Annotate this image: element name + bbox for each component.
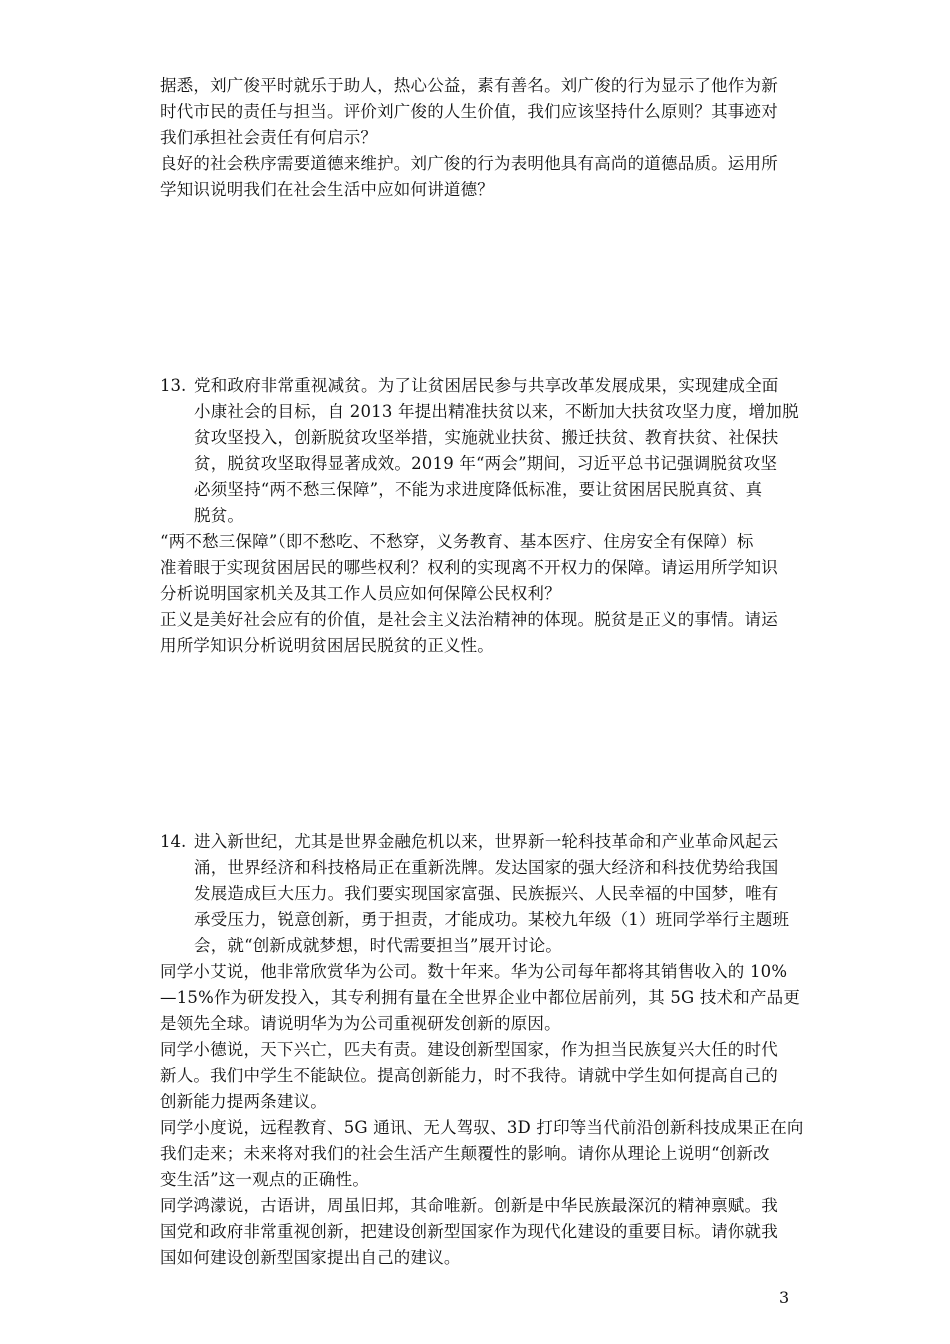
q14-sub1-line-3: 是领先全球。请说明华为为公司重视研发创新的原因。: [160, 1014, 561, 1033]
q13-sub1-line-1: “两不愁三保障”（即不愁吃、不愁穿，义务教育、基本医疗、住房安全有保障）标: [160, 532, 754, 551]
q14-stem-line-2: 涌，世界经济和科技格局正在重新洗牌。发达国家的强大经济和科技优势给我国: [194, 858, 779, 877]
q14-sub1-line-2: —15%作为研发投入，其专利拥有量在全世界企业中都位居前列，其 5G 技术和产品更: [160, 988, 801, 1007]
q13-sub2-line-2: 用所学知识分析说明贫困居民脱贫的正义性。: [160, 636, 494, 655]
q14-stem-line-3: 发展造成巨大压力。我们要实现国家富强、民族振兴、人民幸福的中国梦，唯有: [194, 884, 779, 903]
q12-p1-line-2: 时代市民的责任与担当。评价刘广俊的人生价值，我们应该坚持什么原则？其事迹对: [160, 102, 778, 121]
q14-sub3-line-3: 变生活”这一观点的正确性。: [160, 1170, 370, 1189]
q13-sub1-line-2: 准着眼于实现贫困居民的哪些权利？权利的实现离不开权力的保障。请运用所学知识: [160, 558, 778, 577]
q13-sub1-line-3: 分析说明国家机关及其工作人员应如何保障公民权利？: [160, 584, 561, 603]
q14-sub3-line-2: 我们走来；未来将对我们的社会生活产生颠覆性的影响。请你从理论上说明“创新改: [160, 1144, 770, 1163]
q14-stem-line-1: 进入新世纪，尤其是世界金融危机以来，世界新一轮科技革命和产业革命风起云: [194, 832, 779, 851]
page-number: 3: [779, 1288, 790, 1307]
q14-sub4-line-1: 同学鸿濛说，古语讲，周虽旧邦，其命唯新。创新是中华民族最深沉的精神禀赋。我: [160, 1196, 778, 1215]
q13-stem-line-4: 贫，脱贫攻坚取得显著成效。2019 年“两会”期间，习近平总书记强调脱贫攻坚: [194, 454, 778, 473]
q14-sub4-line-3: 国如何建设创新型国家提出自己的建议。: [160, 1248, 461, 1267]
q14-sub2-line-3: 创新能力提两条建议。: [160, 1092, 327, 1111]
q14-stem-line-4: 承受压力，锐意创新，勇于担责，才能成功。某校九年级（1）班同学举行主题班: [194, 910, 790, 929]
q14-sub2-line-1: 同学小德说，天下兴亡，匹夫有责。建设创新型国家，作为担当民族复兴大任的时代: [160, 1040, 778, 1059]
q14-sub2-line-2: 新人。我们中学生不能缺位。提高创新能力，时不我待。请就中学生如何提高自己的: [160, 1066, 778, 1085]
q13-number: 13.: [160, 376, 187, 395]
q13-sub2-line-1: 正义是美好社会应有的价值，是社会主义法治精神的体现。脱贫是正义的事情。请运: [160, 610, 778, 629]
q14-sub1-line-1: 同学小艾说，他非常欣赏华为公司。数十年来。华为公司每年都将其销售收入的 10%: [160, 962, 788, 981]
q13-stem-line-5: 必须坚持“两不愁三保障”，不能为求进度降低标准，要让贫困居民脱真贫、真: [194, 480, 763, 499]
q12-p1-line-1: 据悉，刘广俊平时就乐于助人，热心公益，素有善名。刘广俊的行为显示了他作为新: [160, 76, 778, 95]
q12-p2-line-1: 良好的社会秩序需要道德来维护。刘广俊的行为表明他具有高尚的道德品质。运用所: [160, 154, 778, 173]
q14-sub3-line-1: 同学小度说，远程教育、5G 通讯、无人驾驭、3D 打印等当代前沿创新科技成果正在向: [160, 1118, 804, 1137]
q14-sub4-line-2: 国党和政府非常重视创新，把建设创新型国家作为现代化建设的重要目标。请你就我: [160, 1222, 778, 1241]
q13-stem-line-6: 脱贫。: [194, 506, 245, 525]
q13-stem-line-1: 党和政府非常重视减贫。为了让贫困居民参与共享改革发展成果，实现建成全面: [194, 376, 779, 395]
q13-stem-line-3: 贫攻坚投入，创新脱贫攻坚举措，实施就业扶贫、搬迁扶贫、教育扶贫、社保扶: [194, 428, 779, 447]
q14-stem-line-5: 会，就“创新成就梦想，时代需要担当”展开讨论。: [194, 936, 562, 955]
q14-number: 14.: [160, 832, 187, 851]
q13-stem-line-2: 小康社会的目标，自 2013 年提出精准扶贫以来，不断加大扶贫攻坚力度，增加脱: [194, 402, 799, 421]
q12-p1-line-3: 我们承担社会责任有何启示？: [160, 128, 378, 147]
q12-p2-line-2: 学知识说明我们在社会生活中应如何讲道德？: [160, 180, 494, 199]
